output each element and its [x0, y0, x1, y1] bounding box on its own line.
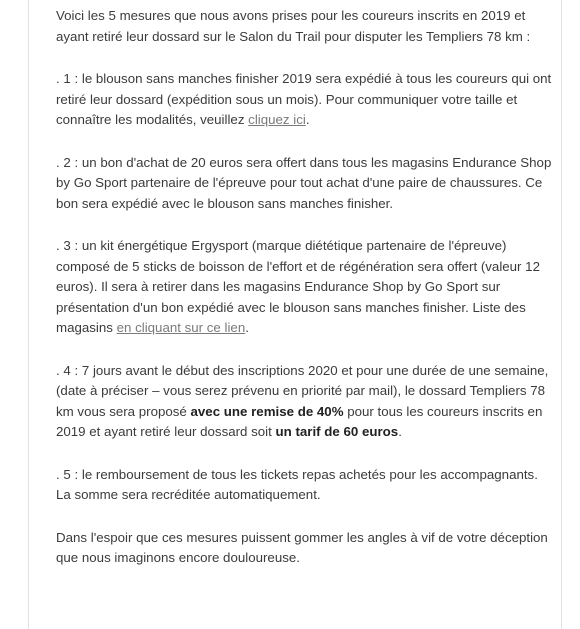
measure-1-end: .	[305, 112, 310, 127]
price-bold: un tarif de 60 euros	[275, 424, 399, 439]
measure-4-paragraph	[56, 361, 556, 443]
measure-3-paragraph	[56, 236, 556, 339]
stores-list-link[interactable]: en cliquant sur ce lien	[116, 320, 246, 335]
article-body	[56, 6, 556, 591]
cliquez-ici-link[interactable]: cliquez ici	[248, 112, 306, 127]
measure-4-text: . 4 : 7 jours avant le début des inscriptions 2020 et pour une durée de une semaine, (date à préciser – vous serez prévenu en priorité par mail), le dossard Templiers 78 km vous sera proposé	[56, 362, 549, 419]
measure-1-paragraph	[56, 69, 556, 131]
intro-paragraph: Voici les 5 mesures que nous avons prises pour les coureurs inscrits en 2019 et ayant retiré leur dossard sur le Salon du Trail pour disputer les Templiers 78 km :	[56, 8, 531, 44]
outro-paragraph: Dans l'espoir que ces mesures puissent gommer les angles à vif de votre déception que nous imaginons encore douloureuse.	[56, 529, 548, 565]
measure-4-mid: pour tous les coureurs inscrits en 2019 et ayant retiré leur dossard soit	[56, 403, 543, 439]
measure-1-text: . 1 : le blouson sans manches finisher 2019 sera expédié à tous les coureurs qui ont retiré leur dossard (expédition sous un mois). Pour communiquer votre taille et connaître les modalités, veuillez	[56, 71, 552, 127]
measure-3-end: .	[245, 320, 249, 335]
measure-4-end: .	[398, 424, 402, 439]
discount-bold: avec une remise de 40%	[190, 403, 344, 419]
measure-2-paragraph: . 2 : un bon d'achat de 20 euros sera offert dans tous les magasins Endurance Shop by Go Sport partenaire de l'épreuve pour tout achat d'une paire de chaussures. Ce bon sera expédié avec le blouson sans manches finisher.	[56, 154, 552, 211]
measure-5-paragraph: . 5 : le remboursement de tous les tickets repas achetés pour les accompagnants. La somme sera recréditée automatiquement.	[56, 466, 538, 502]
measure-3-text: . 3 : un kit énergétique Ergysport (marque diététique partenaire de l'épreuve) composé de 5 sticks de boisson de l'effort et de régénération sera offert (valeur 12 euros). Il sera à retirer dans les magasins Endurance Shop by Go Sport sur présentation d'un bon expédié avec le blouson sans manches finisher. Liste des magasins	[56, 238, 540, 335]
